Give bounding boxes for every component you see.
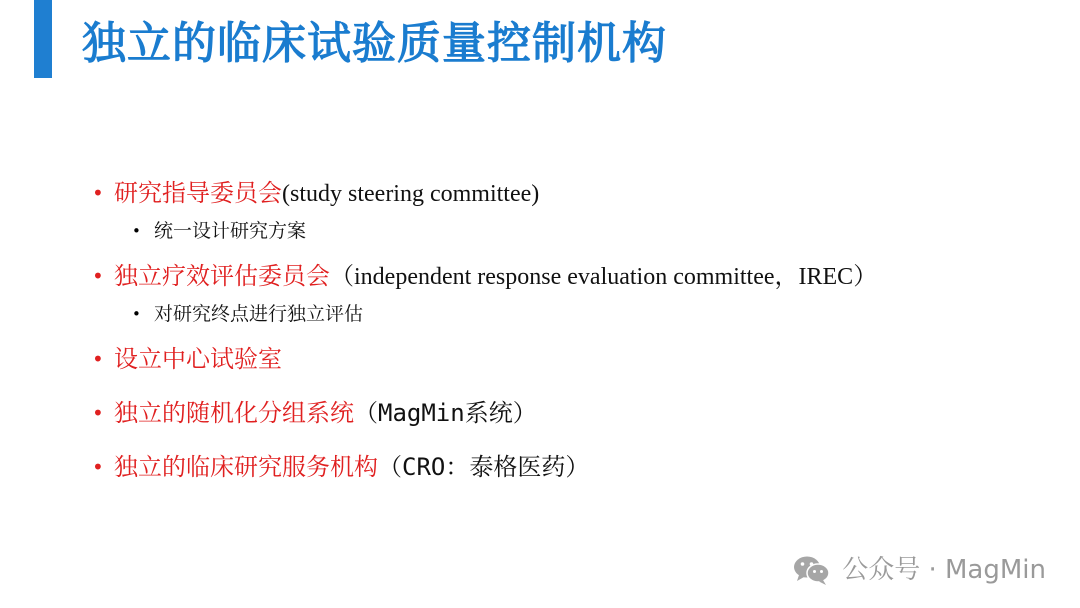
bullet-label-en: (study steering committee) (282, 181, 540, 207)
bullet-label-zh: 研究指导委员会 (114, 179, 282, 207)
sub-bullet-label: 统一设计研究方案 (154, 220, 307, 242)
bullet-item-randomization (90, 392, 1050, 434)
bullet-label-en: （MagMin系统） (354, 399, 537, 427)
bullet-label-zh: 独立疗效评估委员会 (114, 262, 330, 290)
sub-bullet-item (90, 298, 1050, 330)
bullet-dot: • (92, 264, 104, 288)
bullet-dot: • (92, 347, 104, 371)
bullet-dot: • (92, 401, 104, 425)
slide-title: 独立的临床试验质量控制机构 (82, 18, 667, 69)
watermark (792, 554, 1046, 586)
sub-bullet-dot: • (132, 222, 141, 240)
bullet-label-zh: 独立的临床研究服务机构 (114, 453, 378, 481)
bullet-dot: • (92, 181, 104, 205)
bullet-item-cro (90, 446, 1050, 488)
sub-bullet-label: 对研究终点进行独立评估 (154, 303, 364, 325)
bullet-label-en: （independent response evaluation committee，IREC） (330, 264, 878, 290)
bullet-label-zh: 独立的随机化分组系统 (114, 399, 354, 427)
bullet-dot: • (92, 455, 104, 479)
sub-bullet-item (90, 215, 1050, 247)
bullet-label-en: （CRO：泰格医药） (378, 453, 590, 481)
bullet-item-central-lab (90, 338, 1050, 380)
bullet-list (90, 172, 1050, 488)
bullet-item-steering-committee (90, 172, 1050, 215)
watermark-label: 公众号 · MagMin (842, 555, 1046, 585)
bullet-item-irec (90, 255, 1050, 298)
sub-bullet-dot: • (132, 305, 141, 323)
title-accent-bar (34, 0, 52, 78)
bullet-label-zh: 设立中心试验室 (114, 345, 282, 373)
wechat-icon (792, 554, 832, 586)
